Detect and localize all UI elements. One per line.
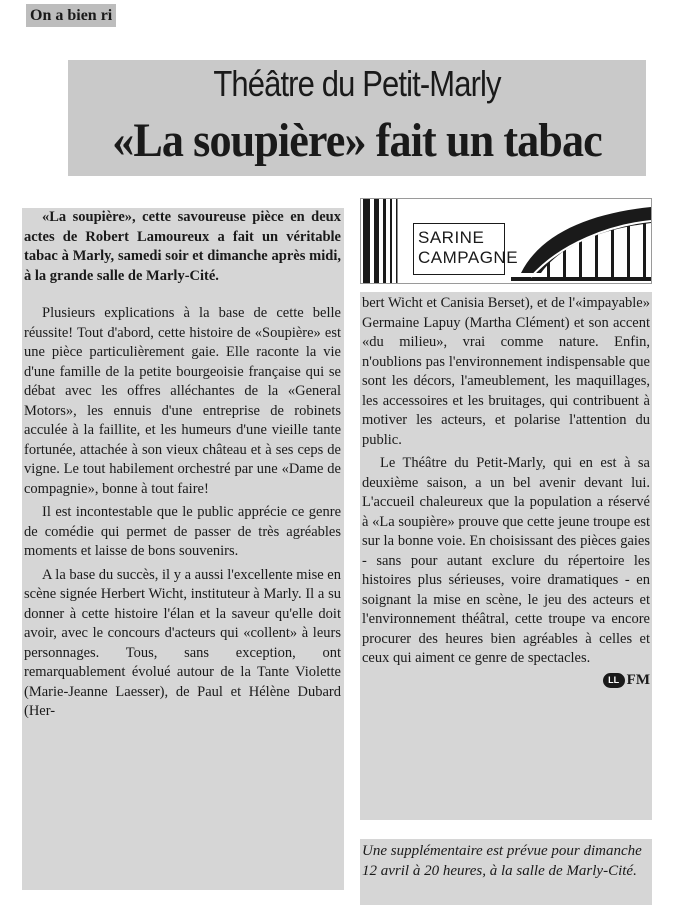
headline-block [68,60,646,176]
bridge-icon [501,203,651,281]
stripes-decoration [361,199,405,284]
performance-note: Une supplémentaire est prévue pour dimanche 12 avril à 20 heures, à la salle de Marly-Cité. [360,839,652,905]
headline-title: «La soupière» fait un tabac [112,114,602,167]
newspaper-logo-icon: LL [603,673,625,688]
author-byline [362,671,650,691]
section-rubric: On a bien ri [26,4,116,27]
article-paragraph: bert Wicht et Canisia Berset), et de l'«impayable» Germaine Lapuy (Martha Clément) et son accent «du milieu», vrai comme nature. Enfin, n'oublions pas l'environnement indispensable que sont les décors, l'ameublement, les maquillages, les accessoires et les bruitages, qui contribuent à motiver les acteurs, et polarise l'attention du public. [362,295,650,448]
article-paragraph: Plusieurs explications à la base de cette belle réussite! Tout d'abord, cette histoire de «Soupière» est une pièce particulièrement gaie. Elle raconte la vie d'une famille de la petite bourgeoisie française qui se débat avec les offres alléchantes de la «General Motors», les ennuis d'une entreprise de robinets acculée à la faillite, et les humeurs d'une vieille tante fortunée, attachée à son vieux château et à ses ceps de vigne. Le tout habilement orchestré par une «Dame de compagnie», bonne à tout faire! [24,305,341,497]
sarine-campagne-label [413,223,519,275]
sarine-campagne-logo [360,198,652,284]
article-column-left [22,208,344,890]
logo-line: SARINE [418,228,485,247]
headline-kicker: Théâtre du Petit-Marly [213,63,501,104]
article-lead: «La soupière», cette savoureuse pièce en deux actes de Robert Lamoureux a fait un véritable tabac à Marly, samedi soir et dimanche après midi, à la grande salle de Marly-Cité. [24,209,341,284]
article-paragraph: Le Théâtre du Petit-Marly, qui en est à sa deuxième saison, a un bel avenir devant lui. L'accueil chaleureux que la population a réservé à «La soupière» prouve que cette jeune troupe est sur la bonne voie. En choisissant des pièces gaies - sans pour autant exclure du répertoire les histoires plus sérieuses, voire dramatiques - en soignant la mise en scène, le jeu des acteurs et l'environnement théâtral, cette troupe va encore procurer des heures bien agréables à celles et ceux qui aiment ce genre de spectacles. [362,455,650,666]
author-initials: FM [626,671,650,688]
article-column-right [360,292,652,820]
article-paragraph: A la base du succès, il y a aussi l'excellente mise en scène signée Herbert Wicht, instituteur à Marly. Il a su donner à cette histoire l'élan et la saveur qu'elle doit avoir, avec le concours d'acteurs qui «collent» à leurs personnages. Tous, sans exception, ont remarquablement évolué autour de la Tante Violette (Marie-Jeanne Laesser), de Paul et Hélène Dubard (Her- [24,566,341,719]
article-paragraph: Il est incontestable que le public apprécie ce genre de comédie qui permet de passer de très agréables moments et laisse de bons souvenirs. [24,504,341,559]
logo-line: CAMPAGNE [418,248,519,267]
